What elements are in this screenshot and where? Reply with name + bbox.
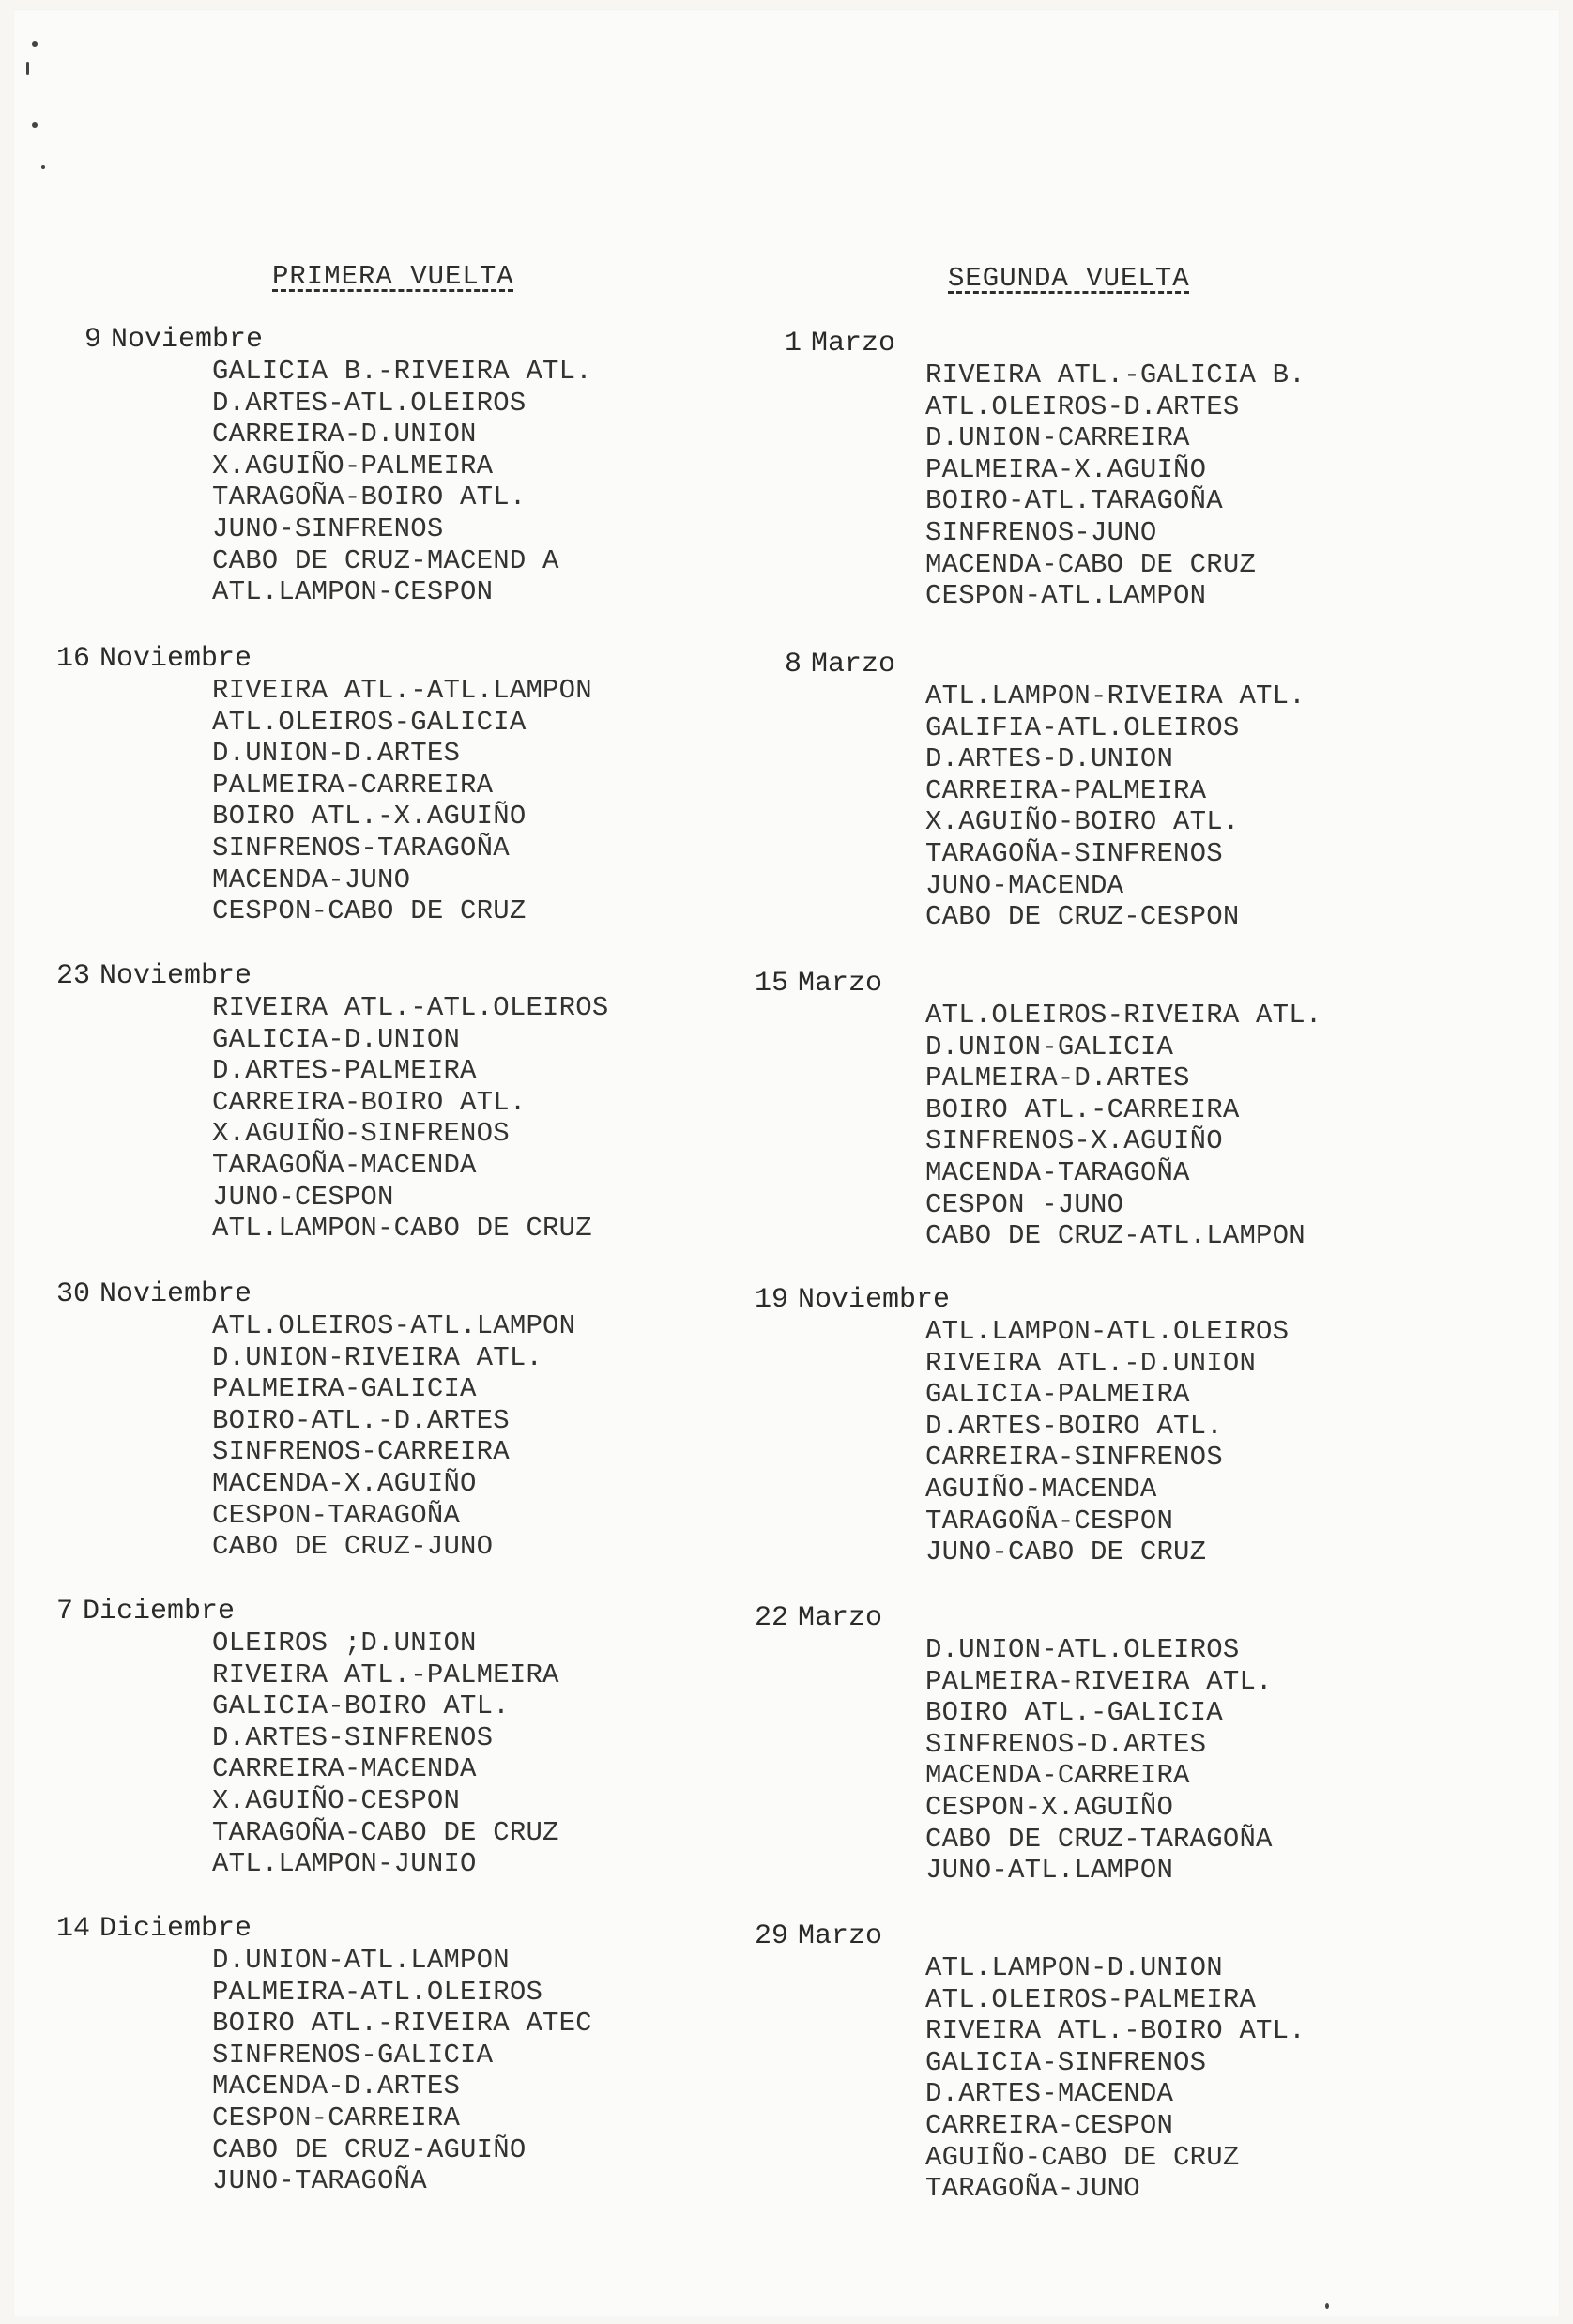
fixture-match: ATL.OLEIROS-ATL.LAMPON <box>212 1310 576 1341</box>
ink-speck <box>32 41 38 47</box>
round-number: 30 <box>56 1278 91 1310</box>
fixture-match: CABO DE CRUZ-AGUIÑO <box>212 2133 527 2165</box>
fixture-match: OLEIROS ;D.UNION <box>212 1628 477 1659</box>
fixture-match: X.AGUIÑO-PALMEIRA <box>212 450 494 482</box>
fixture-match: PALMEIRA-RIVEIRA ATL. <box>925 1665 1273 1697</box>
fixture-match: ATL.OLEIROS-PALMEIRA <box>925 1983 1257 2015</box>
fixture-match: ATL.OLEIROS-GALICIA <box>212 706 527 738</box>
fixture-list <box>925 1316 1289 1568</box>
fixture-match: BOIRO ATL.-RIVEIRA ATEC <box>212 2008 592 2040</box>
fixture-match: JUNO-ATL.LAMPON <box>925 1855 1174 1887</box>
fixture-match: BOIRO-ATL.TARAGOÑA <box>925 485 1223 517</box>
fixture-match: MACENDA-JUNO <box>212 864 411 895</box>
round-month: Noviembre <box>99 643 252 675</box>
fixture-match: SINFRENOS-X.AGUIÑO <box>925 1125 1223 1157</box>
round-date <box>785 328 895 359</box>
fixture-match: D.UNION-ATL.OLEIROS <box>925 1634 1240 1665</box>
fixture-match: ATL.LAMPON-CABO DE CRUZ <box>212 1213 592 1245</box>
fixture-list <box>925 1634 1273 1887</box>
fixture-list <box>925 359 1306 612</box>
fixture-match: D.ARTES-PALMEIRA <box>212 1055 477 1087</box>
fixture-match: CABO DE CRUZ-ATL.LAMPON <box>925 1220 1306 1252</box>
fixture-match: AGUIÑO-MACENDA <box>925 1473 1157 1505</box>
fixture-match: TARAGOÑA-SINFRENOS <box>925 837 1223 869</box>
fixture-list <box>212 675 592 927</box>
fixture-match: CARREIRA-CESPON <box>925 2109 1174 2141</box>
fixture-match: X.AGUIÑO-BOIRO ATL. <box>925 806 1240 838</box>
fixture-match: ATL.LAMPON-RIVEIRA ATL. <box>925 680 1306 711</box>
fixture-list <box>925 680 1306 933</box>
fixture-match: D.ARTES-MACENDA <box>925 2078 1174 2110</box>
fixture-match: GALIFIA-ATL.OLEIROS <box>925 711 1240 743</box>
fixture-match: PALMEIRA-CARREIRA <box>212 769 494 801</box>
fixture-match: CABO DE CRUZ-CESPON <box>925 901 1240 933</box>
round-date <box>755 1920 882 1952</box>
round-month: Noviembre <box>798 1284 951 1316</box>
fixture-match: JUNO-CABO DE CRUZ <box>925 1537 1207 1568</box>
fixture-match: CESPON -JUNO <box>925 1188 1124 1220</box>
round-date <box>755 1284 950 1316</box>
fixture-match: GALICIA-PALMEIRA <box>925 1379 1190 1411</box>
fixture-match: GALICIA-D.UNION <box>212 1023 461 1055</box>
fixture-match: TARAGOÑA-MACENDA <box>212 1149 477 1181</box>
fixture-match: TARAGOÑA-BOIRO ATL. <box>212 482 527 513</box>
fixture-match: CESPON-CABO DE CRUZ <box>212 895 527 927</box>
round-month: Noviembre <box>99 960 252 992</box>
fixture-match: GALICIA-SINFRENOS <box>925 2046 1207 2078</box>
round-month: Diciembre <box>83 1596 236 1628</box>
round-date <box>755 1602 882 1634</box>
fixture-list <box>925 1952 1306 2205</box>
fixture-match: SINFRENOS-D.ARTES <box>925 1728 1207 1760</box>
round-month: Marzo <box>798 968 883 1000</box>
fixture-match: RIVEIRA ATL.-D.UNION <box>925 1347 1257 1379</box>
fixture-list <box>925 1000 1321 1252</box>
round-date <box>84 324 263 356</box>
fixture-match: RIVEIRA ATL.-BOIRO ATL. <box>925 2015 1306 2047</box>
round-number: 7 <box>56 1596 74 1628</box>
fixture-match: CARREIRA-BOIRO ATL. <box>212 1086 527 1118</box>
round-number: 15 <box>755 968 789 1000</box>
fixture-match: SINFRENOS-JUNO <box>925 516 1157 548</box>
round-date <box>56 1913 252 1945</box>
fixture-match: CABO DE CRUZ-TARAGOÑA <box>925 1823 1273 1855</box>
typed-page <box>13 9 1560 2316</box>
fixture-match: MACENDA-CARREIRA <box>925 1760 1190 1792</box>
round-number: 22 <box>755 1602 789 1634</box>
round-month: Marzo <box>798 1602 883 1634</box>
fixture-match: D.UNION-RIVEIRA ATL. <box>212 1341 543 1373</box>
fixture-match: MACENDA-X.AGUIÑO <box>212 1467 477 1499</box>
fixture-match: CARREIRA-D.UNION <box>212 419 477 451</box>
fixture-match: RIVEIRA ATL.-GALICIA B. <box>925 359 1306 390</box>
round-number: 29 <box>755 1920 789 1952</box>
fixture-match: BOIRO-ATL.-D.ARTES <box>212 1404 510 1436</box>
fixture-match: CESPON-TARAGOÑA <box>212 1499 461 1531</box>
round-month: Marzo <box>798 1920 883 1952</box>
fixture-match: MACENDA-TARAGOÑA <box>925 1156 1190 1188</box>
fixture-match: ATL.LAMPON-CESPON <box>212 576 494 608</box>
fixture-match: D.ARTES-SINFRENOS <box>212 1721 494 1753</box>
fixture-match: CESPON-ATL.LAMPON <box>925 580 1207 612</box>
round-month: Noviembre <box>111 324 264 356</box>
fixture-match: GALICIA-BOIRO ATL. <box>212 1690 510 1722</box>
fixture-list <box>212 1310 575 1563</box>
fixture-match: PALMEIRA-D.ARTES <box>925 1063 1190 1094</box>
fixture-match: D.UNION-D.ARTES <box>212 738 461 770</box>
round-number: 1 <box>785 328 802 359</box>
round-date <box>56 643 252 675</box>
fixture-match: ATL.OLEIROS-D.ARTES <box>925 390 1240 422</box>
primera-vuelta-heading: PRIMERA VUELTA <box>272 261 514 292</box>
fixture-list <box>212 1945 592 2197</box>
round-number: 23 <box>56 960 91 992</box>
fixture-match: X.AGUIÑO-CESPON <box>212 1784 461 1816</box>
ink-speck <box>26 62 29 75</box>
fixture-match: JUNO-MACENDA <box>925 869 1124 901</box>
round-number: 16 <box>56 643 91 675</box>
fixture-match: CABO DE CRUZ-JUNO <box>212 1531 494 1563</box>
fixture-match: PALMEIRA-GALICIA <box>212 1373 477 1405</box>
round-number: 8 <box>785 649 802 680</box>
fixture-match: ATL.LAMPON-ATL.OLEIROS <box>925 1316 1290 1347</box>
fixture-match: CESPON-CARREIRA <box>212 2102 461 2133</box>
fixture-match: TARAGOÑA-JUNO <box>925 2173 1140 2205</box>
fixture-match: ATL.OLEIROS-RIVEIRA ATL. <box>925 1000 1322 1031</box>
fixture-match: GALICIA B.-RIVEIRA ATL. <box>212 356 592 387</box>
fixture-match: PALMEIRA-X.AGUIÑO <box>925 453 1207 485</box>
round-month: Noviembre <box>99 1278 252 1310</box>
fixture-match: CARREIRA-PALMEIRA <box>925 774 1207 806</box>
fixture-match: JUNO-SINFRENOS <box>212 512 444 544</box>
fixture-list <box>212 992 608 1245</box>
round-date <box>755 968 882 1000</box>
round-month: Marzo <box>811 649 896 680</box>
round-number: 9 <box>84 324 102 356</box>
fixture-match: RIVEIRA ATL.-ATL.OLEIROS <box>212 992 609 1023</box>
fixture-match: D.ARTES-D.UNION <box>925 743 1174 775</box>
fixture-match: AGUIÑO-CABO DE CRUZ <box>925 2141 1240 2173</box>
fixture-match: D.ARTES-ATL.OLEIROS <box>212 387 527 419</box>
fixture-match: CESPON-X.AGUIÑO <box>925 1791 1174 1823</box>
fixture-list <box>212 356 592 608</box>
fixture-match: MACENDA-D.ARTES <box>212 2071 461 2102</box>
fixture-match: D.ARTES-BOIRO ATL. <box>925 1410 1223 1442</box>
round-month: Marzo <box>811 328 896 359</box>
segunda-vuelta-heading: SEGUNDA VUELTA <box>948 263 1190 294</box>
fixture-match: SINFRENOS-GALICIA <box>212 2039 494 2071</box>
fixture-match: JUNO-TARAGOÑA <box>212 2165 427 2197</box>
ink-speck <box>1325 2303 1329 2309</box>
fixture-match: BOIRO ATL.-GALICIA <box>925 1697 1223 1729</box>
fixture-match: CARREIRA-SINFRENOS <box>925 1442 1223 1474</box>
fixture-match: BOIRO ATL.-CARREIRA <box>925 1093 1240 1125</box>
fixture-match: RIVEIRA ATL.-PALMEIRA <box>212 1659 559 1690</box>
round-date <box>56 960 252 992</box>
round-number: 19 <box>755 1284 789 1316</box>
fixture-match: ATL.LAMPON-JUNIO <box>212 1848 477 1880</box>
fixture-match: CARREIRA-MACENDA <box>212 1753 477 1785</box>
fixture-list <box>212 1628 559 1880</box>
fixture-match: TARAGOÑA-CABO DE CRUZ <box>212 1816 559 1848</box>
fixture-match: JUNO-CESPON <box>212 1181 394 1213</box>
fixture-match: TARAGOÑA-CESPON <box>925 1505 1174 1537</box>
fixture-match: X.AGUIÑO-SINFRENOS <box>212 1118 510 1150</box>
fixture-match: D.UNION-CARREIRA <box>925 422 1190 454</box>
fixture-match: PALMEIRA-ATL.OLEIROS <box>212 1976 543 2008</box>
fixture-match: CABO DE CRUZ-MACEND A <box>212 544 559 576</box>
fixture-match: SINFRENOS-CARREIRA <box>212 1436 510 1468</box>
ink-speck <box>41 165 45 169</box>
round-date <box>785 649 895 680</box>
round-month: Diciembre <box>99 1913 252 1945</box>
fixture-match: D.UNION-GALICIA <box>925 1031 1174 1063</box>
fixture-match: SINFRENOS-TARAGOÑA <box>212 832 510 864</box>
fixture-match: BOIRO ATL.-X.AGUIÑO <box>212 801 527 833</box>
ink-speck <box>32 122 38 128</box>
fixture-match: RIVEIRA ATL.-ATL.LAMPON <box>212 675 592 706</box>
round-date <box>56 1596 235 1628</box>
round-number: 14 <box>56 1913 91 1945</box>
round-date <box>56 1278 252 1310</box>
fixture-match: D.UNION-ATL.LAMPON <box>212 1945 510 1976</box>
fixture-match: MACENDA-CABO DE CRUZ <box>925 548 1257 580</box>
fixture-match: ATL.LAMPON-D.UNION <box>925 1952 1223 1983</box>
